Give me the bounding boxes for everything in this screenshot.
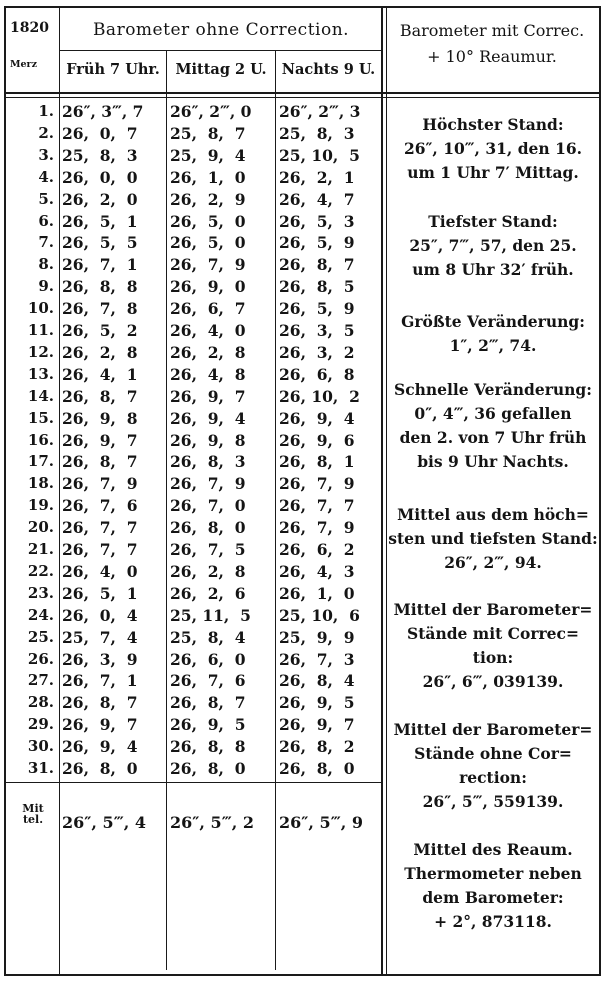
mittel-mit-line2: Stände mit Correc= bbox=[407, 624, 579, 643]
reading-frueh: 26, 7, 1 bbox=[62, 255, 138, 275]
mittel-label-line1: Mit bbox=[22, 802, 44, 815]
reading-nachts: 26, 3, 5 bbox=[279, 321, 355, 340]
reading-frueh: 26, 9, 8 bbox=[62, 408, 138, 428]
row-day-label: 27. bbox=[27, 671, 54, 690]
reading-nachts: 26, 9, 5 bbox=[279, 693, 355, 713]
reading-frueh: 26, 8, 7 bbox=[62, 693, 138, 713]
reading-frueh: 26, 4, 0 bbox=[62, 561, 138, 581]
rule-header-bottom bbox=[4, 92, 601, 94]
reading-nachts: 26, 8, 0 bbox=[279, 759, 355, 778]
reading-nachts: 26, 2, 1 bbox=[279, 167, 355, 187]
reading-frueh: 26, 2, 8 bbox=[62, 342, 138, 362]
reading-mittag: 26, 1, 0 bbox=[170, 167, 246, 187]
reading-mittag: 26, 2, 6 bbox=[170, 583, 246, 603]
mittel-mit-line1: Mittel der Barometer= bbox=[393, 600, 593, 619]
reading-mittag: 26, 9, 8 bbox=[170, 430, 246, 450]
hoechster-line2: um 1 Uhr 7′ Mittag. bbox=[407, 163, 579, 182]
reading-nachts: 26, 5, 3 bbox=[279, 211, 355, 231]
row-day-label: 24. bbox=[27, 605, 54, 624]
reading-frueh: 26, 0, 0 bbox=[62, 167, 138, 187]
column-header-mittag: Mittag 2 U. bbox=[175, 61, 267, 78]
reading-mittag: 26, 6, 7 bbox=[170, 299, 246, 319]
row-day-label: 16. bbox=[27, 430, 54, 449]
reading-mittag: 26″, 2‴, 0 bbox=[170, 102, 252, 121]
reading-frueh: 26, 7, 7 bbox=[62, 518, 138, 538]
reading-mittag: 25, 9, 4 bbox=[170, 145, 246, 165]
right-header bbox=[386, 18, 598, 70]
reading-mittag: 26, 7, 9 bbox=[170, 474, 246, 494]
column-header-nachts: Nachts 9 U. bbox=[281, 61, 376, 78]
reading-frueh: 26, 8, 7 bbox=[62, 386, 138, 406]
row-day-label: 26. bbox=[27, 649, 54, 668]
mittel-ohne-line1: Mittel der Barometer= bbox=[393, 720, 593, 739]
row-day-label: 22. bbox=[27, 561, 54, 580]
row-day-label: 5. bbox=[38, 189, 54, 208]
row-day-label: 21. bbox=[27, 540, 54, 558]
row-day-label: 20. bbox=[27, 518, 54, 537]
reading-mittag: 26, 9, 0 bbox=[170, 277, 246, 297]
rule-right-double-a bbox=[381, 6, 383, 976]
groesste-veraenderung bbox=[386, 310, 600, 358]
row-day-label: 6. bbox=[38, 211, 54, 230]
reading-frueh: 26, 7, 1 bbox=[62, 671, 138, 691]
rule-col2 bbox=[275, 50, 276, 970]
hoechster-stand bbox=[386, 113, 600, 185]
row-day-label: 8. bbox=[38, 255, 54, 274]
reaum-line1: Mittel des Reaum. bbox=[413, 840, 573, 859]
mittel-value-nachts: 26″, 5‴, 9 bbox=[279, 813, 364, 832]
row-day-label: 19. bbox=[27, 496, 54, 515]
reading-mittag: 26, 8, 3 bbox=[170, 452, 246, 472]
right-header-line2: + 10° Reaumur. bbox=[427, 47, 557, 66]
reading-frueh: 26, 5, 1 bbox=[62, 583, 138, 603]
reading-nachts: 26, 1, 0 bbox=[279, 583, 355, 603]
reading-mittag: 26, 8, 0 bbox=[170, 518, 246, 538]
reading-frueh: 26, 9, 7 bbox=[62, 715, 138, 735]
month-label: Merz bbox=[10, 59, 37, 70]
reading-frueh: 25, 7, 4 bbox=[62, 627, 138, 647]
mittel-hoechst-line1: Mittel aus dem höch= bbox=[397, 505, 589, 524]
rule-day-column bbox=[59, 6, 60, 976]
reading-nachts: 26, 8, 7 bbox=[279, 255, 355, 275]
reading-mittag: 26, 2, 8 bbox=[170, 342, 246, 362]
reading-frueh: 26″, 3‴, 7 bbox=[62, 102, 144, 121]
reading-nachts: 26, 10, 2 bbox=[279, 386, 360, 406]
schnelle-line3: bis 9 Uhr Nachts. bbox=[417, 452, 569, 471]
reading-frueh: 26, 5, 5 bbox=[62, 233, 138, 253]
reading-nachts: 26, 8, 1 bbox=[279, 452, 355, 472]
mittel-ohne-line2: Stände ohne Cor= bbox=[414, 744, 572, 763]
reading-mittag: 26, 2, 9 bbox=[170, 189, 246, 209]
mittel-ohne-line3: rection: bbox=[459, 768, 527, 787]
row-day-label: 10. bbox=[27, 299, 54, 318]
row-day-label: 3. bbox=[38, 145, 54, 164]
row-day-label: 23. bbox=[27, 583, 54, 602]
row-day-label: 13. bbox=[27, 364, 54, 383]
row-day-label: 29. bbox=[27, 715, 54, 734]
rule-mittel-top bbox=[4, 782, 382, 783]
reading-nachts: 25, 10, 6 bbox=[279, 605, 360, 625]
row-day-label: 31. bbox=[27, 759, 54, 777]
reading-mittag: 26, 7, 5 bbox=[170, 540, 246, 559]
groesste-line1: 1″, 2‴, 74. bbox=[449, 336, 537, 355]
schnelle-line1: 0″, 4‴, 36 gefallen bbox=[414, 404, 572, 423]
mittel-ohne-correction bbox=[386, 718, 600, 814]
rule-header-top bbox=[60, 50, 381, 51]
reaum-line2: Thermometer neben bbox=[404, 864, 582, 883]
reading-frueh: 26, 7, 7 bbox=[62, 540, 138, 559]
reading-nachts: 26, 6, 2 bbox=[279, 540, 355, 559]
mittel-ohne-line4: 26″, 5‴, 559139. bbox=[422, 792, 564, 811]
mittel-hoechst-line3: 26″, 2‴, 94. bbox=[444, 553, 542, 572]
rule-col1 bbox=[166, 50, 167, 970]
reading-frueh: 26, 8, 7 bbox=[62, 452, 138, 472]
reading-frueh: 26, 3, 9 bbox=[62, 649, 138, 669]
reading-mittag: 26, 8, 7 bbox=[170, 693, 246, 713]
reading-frueh: 26, 9, 7 bbox=[62, 430, 138, 450]
reading-frueh: 26, 0, 4 bbox=[62, 605, 138, 625]
reading-nachts: 26, 9, 7 bbox=[279, 715, 355, 735]
reading-frueh: 26, 0, 7 bbox=[62, 123, 138, 143]
mittel-value-mittag: 26″, 5‴, 2 bbox=[170, 813, 255, 832]
reading-nachts: 26, 7, 7 bbox=[279, 496, 355, 516]
row-day-label: 15. bbox=[27, 408, 54, 427]
row-day-label: 30. bbox=[27, 737, 54, 756]
mittel-label bbox=[8, 803, 58, 825]
reading-mittag: 25, 8, 4 bbox=[170, 627, 246, 647]
reading-mittag: 25, 11, 5 bbox=[170, 605, 251, 625]
year-label: 1820 bbox=[10, 20, 49, 36]
reaum-line3: dem Barometer: bbox=[422, 888, 564, 907]
row-day-label: 4. bbox=[38, 167, 54, 186]
reading-mittag: 26, 2, 8 bbox=[170, 561, 246, 581]
reading-mittag: 26, 6, 0 bbox=[170, 649, 246, 669]
schnelle-veraenderung bbox=[386, 378, 600, 474]
reading-frueh: 26, 7, 9 bbox=[62, 474, 138, 494]
hoechster-title: Höchster Stand: bbox=[422, 115, 564, 134]
reading-nachts: 26, 5, 9 bbox=[279, 299, 355, 319]
reading-mittag: 26, 4, 8 bbox=[170, 364, 246, 384]
reading-mittag: 26, 7, 0 bbox=[170, 496, 246, 516]
reading-mittag: 25, 8, 7 bbox=[170, 123, 246, 143]
row-day-label: 2. bbox=[38, 123, 54, 142]
rule-header-bottom-thin bbox=[4, 97, 601, 98]
tiefster-stand bbox=[386, 210, 600, 282]
mittel-mit-line4: 26″, 6‴, 039139. bbox=[422, 672, 564, 691]
reading-nachts: 25, 10, 5 bbox=[279, 145, 360, 165]
reading-nachts: 26, 8, 5 bbox=[279, 277, 355, 297]
reading-mittag: 26, 9, 4 bbox=[170, 408, 246, 428]
reading-nachts: 26, 3, 2 bbox=[279, 342, 355, 362]
reading-mittag: 26, 9, 7 bbox=[170, 386, 246, 406]
reading-frueh: 26, 7, 6 bbox=[62, 496, 138, 516]
mittel-hoechst-line2: sten und tiefsten Stand: bbox=[388, 529, 598, 548]
reading-frueh: 26, 8, 0 bbox=[62, 759, 138, 778]
row-day-label: 1. bbox=[38, 102, 54, 120]
row-day-label: 25. bbox=[27, 627, 54, 646]
reading-mittag: 26, 7, 9 bbox=[170, 255, 246, 275]
row-day-label: 14. bbox=[27, 386, 54, 405]
reading-frueh: 26, 4, 1 bbox=[62, 364, 138, 384]
mittel-mit-correction bbox=[386, 598, 600, 694]
reading-nachts: 25, 8, 3 bbox=[279, 123, 355, 143]
row-day-label: 28. bbox=[27, 693, 54, 712]
tiefster-title: Tiefster Stand: bbox=[428, 212, 558, 231]
reading-frueh: 26, 5, 2 bbox=[62, 321, 138, 340]
reading-nachts: 26, 7, 3 bbox=[279, 649, 355, 669]
hoechster-line1: 26″, 10‴, 31, den 16. bbox=[403, 139, 583, 158]
tiefster-line1: 25″, 7‴, 57, den 25. bbox=[409, 236, 577, 255]
schnelle-title: Schnelle Veränderung: bbox=[394, 380, 592, 399]
reading-nachts: 26, 7, 9 bbox=[279, 474, 355, 494]
row-day-label: 12. bbox=[27, 342, 54, 361]
row-day-label: 9. bbox=[38, 277, 54, 296]
reading-mittag: 26, 4, 0 bbox=[170, 321, 246, 340]
reading-frueh: 26, 8, 8 bbox=[62, 277, 138, 297]
reading-frueh: 26, 2, 0 bbox=[62, 189, 138, 209]
reading-nachts: 26, 7, 9 bbox=[279, 518, 355, 538]
reading-nachts: 26, 4, 3 bbox=[279, 561, 355, 581]
right-header-line1: Barometer mit Correc. bbox=[399, 21, 585, 40]
mittel-value-frueh: 26″, 5‴, 4 bbox=[62, 813, 147, 832]
row-day-label: 7. bbox=[38, 233, 54, 252]
reaum-line4: + 2°, 873118. bbox=[434, 912, 552, 931]
reading-nachts: 26, 8, 2 bbox=[279, 737, 355, 757]
groesste-title: Größte Veränderung: bbox=[401, 312, 585, 331]
reading-frueh: 25, 8, 3 bbox=[62, 145, 138, 165]
reading-mittag: 26, 5, 0 bbox=[170, 211, 246, 231]
reading-nachts: 26, 9, 4 bbox=[279, 408, 355, 428]
mittel-hoechst-tiefst bbox=[386, 503, 600, 575]
schnelle-line2: den 2. von 7 Uhr früh bbox=[399, 428, 587, 447]
column-header-frueh: Früh 7 Uhr. bbox=[66, 61, 160, 78]
table-title: Barometer ohne Correction. bbox=[92, 20, 350, 40]
reading-nachts: 26, 6, 8 bbox=[279, 364, 355, 384]
reading-nachts: 26, 4, 7 bbox=[279, 189, 355, 209]
reading-frueh: 26, 7, 8 bbox=[62, 299, 138, 319]
row-day-label: 11. bbox=[27, 321, 54, 339]
mittel-mit-line3: tion: bbox=[472, 648, 514, 667]
reading-mittag: 26, 5, 0 bbox=[170, 233, 246, 253]
tiefster-line2: um 8 Uhr 32′ früh. bbox=[412, 260, 574, 279]
reading-nachts: 26, 9, 6 bbox=[279, 430, 355, 450]
reading-mittag: 26, 7, 6 bbox=[170, 671, 246, 691]
reading-nachts: 25, 9, 9 bbox=[279, 627, 355, 647]
reading-frueh: 26, 5, 1 bbox=[62, 211, 138, 231]
row-day-label: 18. bbox=[27, 474, 54, 493]
mittel-reaum-thermometer bbox=[386, 838, 600, 934]
reading-nachts: 26, 5, 9 bbox=[279, 233, 355, 253]
mittel-label-line2: tel. bbox=[22, 813, 44, 826]
reading-nachts: 26, 8, 4 bbox=[279, 671, 355, 691]
reading-mittag: 26, 9, 5 bbox=[170, 715, 246, 735]
reading-frueh: 26, 9, 4 bbox=[62, 737, 138, 757]
reading-mittag: 26, 8, 8 bbox=[170, 737, 246, 757]
reading-mittag: 26, 8, 0 bbox=[170, 759, 246, 778]
reading-nachts: 26″, 2‴, 3 bbox=[279, 102, 361, 121]
row-day-label: 17. bbox=[27, 452, 54, 471]
